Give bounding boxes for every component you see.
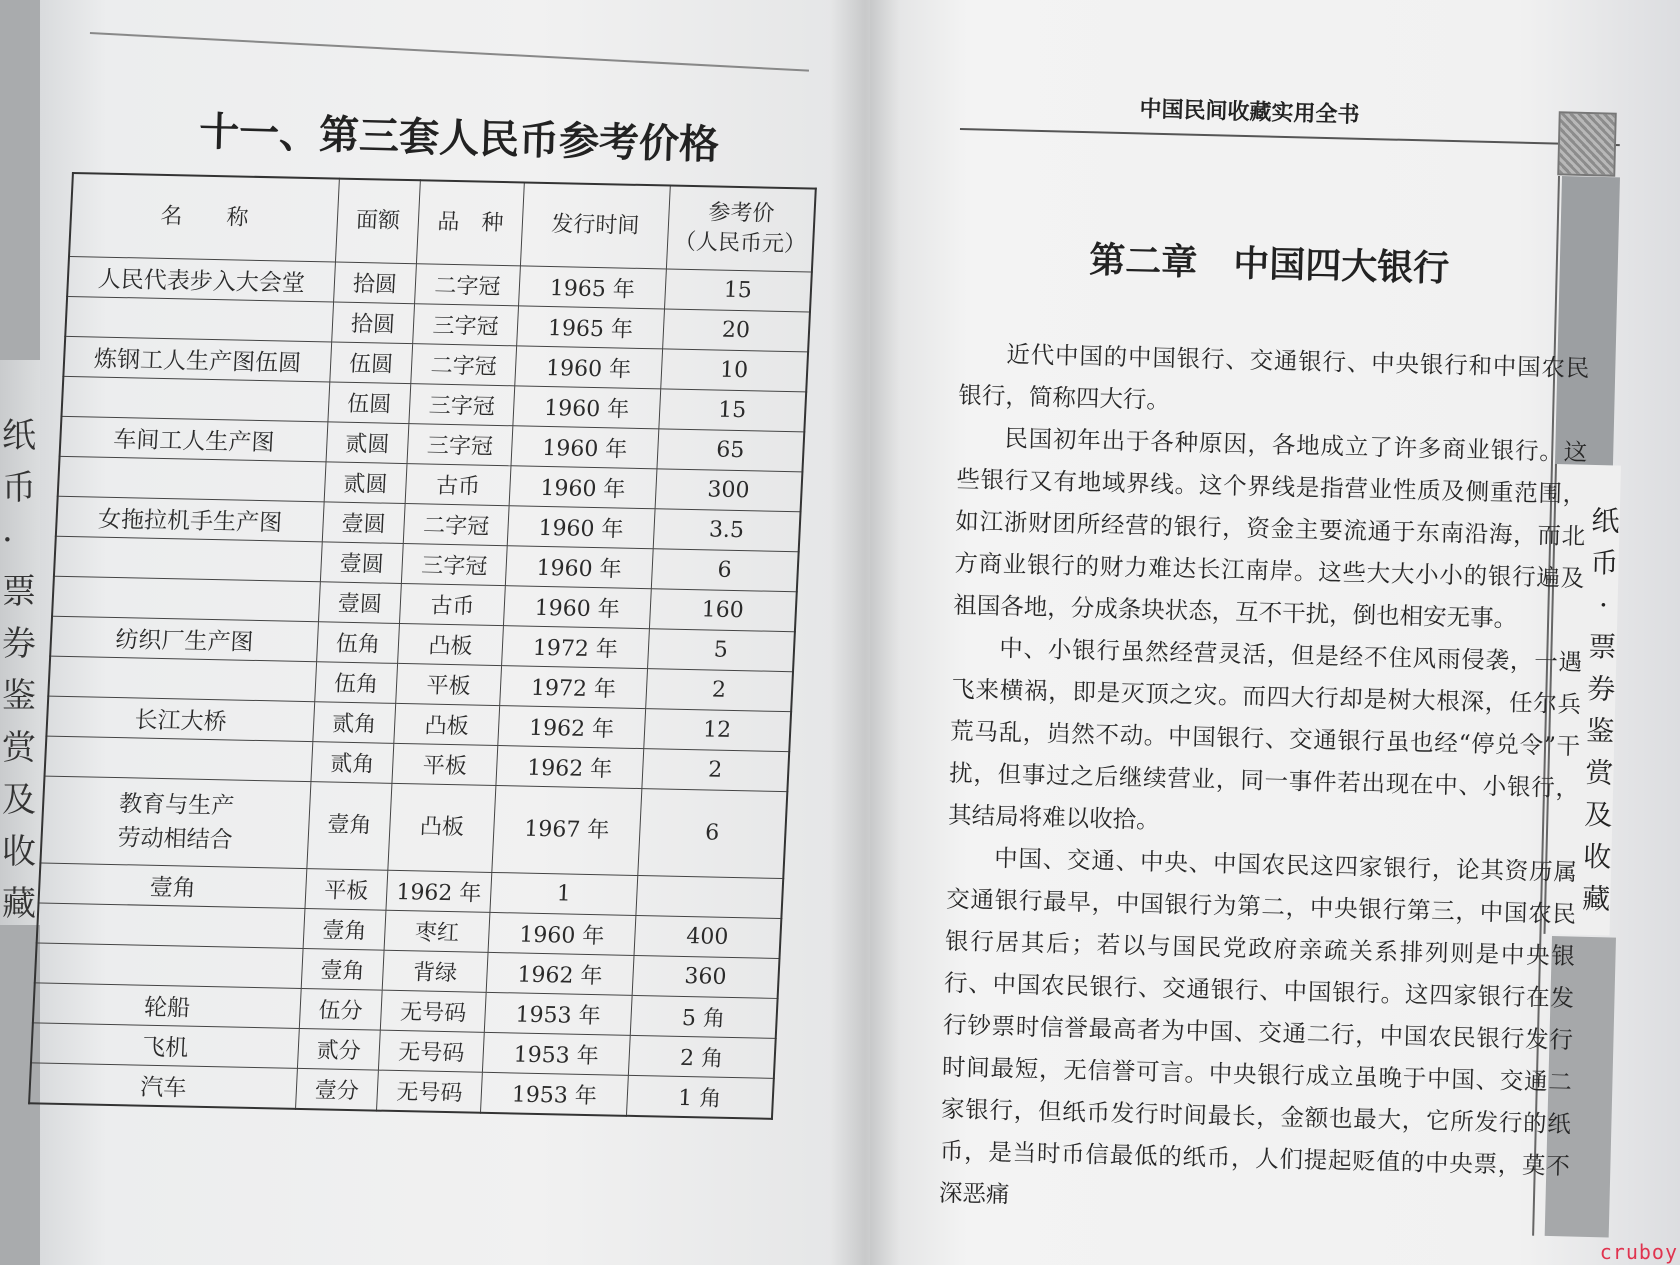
cell-price: 5	[647, 629, 795, 672]
header-price	[666, 186, 816, 272]
cell-price: 2	[645, 669, 793, 712]
cell-name: 车间工人生产图	[60, 416, 328, 462]
cell-name-line: 教育与生产	[118, 791, 235, 820]
cell-variety: 无号码	[377, 1070, 483, 1113]
cell-issue-time: 1960 年	[515, 346, 663, 389]
watermark: cruboy	[1599, 1240, 1678, 1264]
side-char: 收	[1582, 840, 1612, 874]
cell-variety: 二字冠	[403, 504, 509, 546]
cell-name: 长江大桥	[46, 696, 314, 742]
cell-denomination: 壹角	[307, 782, 392, 871]
cell-issue-time: 1953 年	[484, 992, 632, 1035]
cell-name: 汽车	[29, 1063, 297, 1109]
cell-denomination: 贰圆	[326, 422, 409, 464]
header-name: 名 称	[69, 173, 339, 262]
cell-price: 360	[632, 955, 780, 998]
cell-name	[35, 943, 303, 989]
cell-variety: 二字冠	[411, 344, 517, 386]
cell-price: 12	[644, 709, 792, 752]
price-table	[28, 172, 817, 1120]
cell-issue-time: 1972 年	[502, 626, 650, 669]
cell-denomination: 壹圆	[320, 542, 403, 584]
cell-denomination: 伍分	[299, 988, 382, 1030]
book-gutter	[830, 0, 900, 1265]
cell-issue-time: 1960 年	[509, 466, 657, 509]
cell-name	[40, 776, 310, 869]
cell-price: 10	[660, 349, 808, 392]
cell-issue-time: 1972 年	[500, 666, 648, 709]
chapter-title: 第二章 中国四大银行	[1088, 238, 1450, 290]
paragraph: 民国初年出于各种原因，各地成立了许多商业银行。这些银行又有地域界线。这个界线是指营业性质及侧重范围，如江浙财团所经营的银行，资金主要流通于东南沿海，而北方商业银行的财力难达长江南岸。这些大大小小的银行遍及祖国各地，分成条块状态，互不干扰，倒也相安无事。	[952, 424, 1588, 633]
paragraph: 近代中国的中国银行、交通银行、中央银行和中国农民银行，简称四大行。	[958, 340, 1590, 415]
cell-issue-time: 1960 年	[505, 546, 653, 589]
edge-char: 纸	[2, 416, 36, 456]
running-head: 中国民间收藏实用全书	[1139, 96, 1360, 129]
header-issue-time: 发行时间	[521, 182, 671, 268]
cell-name: 飞机	[31, 1023, 299, 1069]
cell-denomination: 贰角	[311, 742, 394, 784]
cell-price: 160	[649, 589, 797, 632]
header-price-line2: （人民币元）	[673, 229, 807, 258]
cell-name	[52, 576, 320, 622]
cell-price: 6	[638, 789, 788, 879]
cell-price: 15	[664, 269, 812, 312]
header-price-line1: 参考价	[707, 200, 776, 227]
cell-denomination: 伍圆	[328, 382, 411, 424]
cell-variety: 三字冠	[401, 544, 507, 586]
cell-denomination: 壹角	[301, 949, 384, 991]
edge-char: 藏	[2, 884, 36, 924]
side-char: 及	[1583, 798, 1613, 832]
edge-char: 鉴	[2, 676, 36, 716]
page-number-badge	[1557, 111, 1617, 176]
cell-denomination: 壹圆	[322, 502, 405, 544]
side-char: 纸	[1591, 504, 1620, 538]
cell-price: 15	[659, 389, 807, 432]
cell-variety: 古币	[405, 464, 511, 506]
cell-name	[65, 296, 333, 342]
cell-issue-time: 1962 年	[496, 746, 644, 789]
edge-char: 及	[2, 780, 36, 820]
edge-char: 券	[2, 624, 36, 664]
cell-variety: 无号码	[380, 990, 486, 1032]
table-body	[29, 256, 812, 1118]
cell-variety: 无号码	[378, 1030, 484, 1072]
cell-price: 20	[662, 309, 810, 352]
cell-denomination: 贰分	[297, 1028, 380, 1070]
cell-name	[54, 536, 322, 582]
edge-char: 赏	[2, 728, 36, 768]
cell-price: 5 角	[630, 995, 778, 1038]
edge-char: ·	[2, 520, 13, 560]
cell-denomination: 平板	[305, 869, 388, 911]
header-variety: 品 种	[416, 180, 524, 266]
cell-issue-time: 1960 年	[513, 386, 661, 429]
cell-price: 3.5	[653, 509, 801, 552]
cell-name	[48, 656, 316, 702]
cell-issue-time: 1960 年	[507, 506, 655, 549]
cell-denomination: 拾圆	[333, 262, 416, 304]
cell-variety: 三字冠	[409, 384, 515, 426]
paragraph: 中国、交通、中央、中国农民这四家银行，论其资历属交通银行最早，中国银行为第二，中央银行第三，中国农民银行居其后；若以与国民党政府亲疏关系排列则是中央银行、中国农民银行、交通银行、中国银行。这四家银行在发行钞票时信誉最高者为中国、交通二行，中国农民银行发行时间最短，无信誉可言。中央银行成立虽晚于中国、交通二家银行，但纸币发行时间最长，金额也最大，它所发行的纸币，是当时币信最低的纸币，人们提起贬值的中央票，莫不深恶痛	[938, 843, 1578, 1209]
cell-denomination: 伍圆	[330, 342, 413, 384]
cell-name-line: 劳动相结合	[116, 825, 234, 854]
edge-char: 币	[2, 468, 36, 508]
cell-price: 1 角	[626, 1075, 774, 1119]
paragraph: 中、小银行虽然经营灵活，但是经不住风雨侵袭，一遇飞来横祸，即是灭顶之灾。而四大行却是树大根深，任尔兵荒马乱，岿然不动。中国银行、交通银行虽也经“停兑令”干扰，但事过之后继续营业，同一事件若出现在中、小银行，其结局将难以收拾。	[947, 634, 1583, 835]
edge-char: 收	[2, 832, 36, 872]
cell-denomination: 伍角	[315, 662, 398, 704]
cell-denomination: 拾圆	[332, 302, 415, 344]
header-denomination: 面额	[335, 179, 420, 264]
cell-issue-time: 1962 年	[498, 706, 646, 749]
cell-price: 65	[657, 429, 805, 472]
cell-variety: 三字冠	[407, 424, 513, 466]
section-title: 十一、第三套人民币参考价格	[198, 108, 720, 169]
cell-denomination: 贰角	[313, 702, 396, 744]
cell-issue-time: 1967 年	[492, 786, 642, 876]
cell-price: 300	[655, 469, 803, 512]
cell-variety: 枣红	[384, 910, 490, 952]
cell-variety: 凸板	[394, 703, 500, 745]
cell-name	[61, 376, 329, 422]
cell-variety: 平板	[392, 743, 498, 785]
cell-name: 炼钢工人生产图伍圆	[63, 336, 331, 382]
side-char: 币	[1590, 546, 1619, 580]
cell-denomination: 壹圆	[318, 582, 401, 624]
cell-denomination: 贰圆	[324, 462, 407, 504]
cell-issue-time: 1962 年	[486, 952, 634, 995]
cell-name: 女拖拉机手生产图	[56, 496, 324, 542]
edge-side-label	[2, 410, 36, 930]
cell-variety: 1962 年	[386, 870, 492, 912]
cell-variety: 背绿	[382, 950, 488, 992]
cell-price: 400	[634, 915, 782, 958]
cell-issue-time: 1960 年	[511, 426, 659, 469]
side-char: ·	[1598, 588, 1609, 622]
cell-name: 轮船	[33, 983, 301, 1029]
cell-issue-time: 1960 年	[488, 912, 636, 955]
cell-name: 纺织厂生产图	[50, 616, 318, 662]
cell-name: 壹角	[39, 863, 307, 909]
cell-name	[58, 456, 326, 502]
cell-issue-time: 1953 年	[482, 1032, 630, 1075]
cell-price: 2 角	[628, 1035, 776, 1078]
cell-variety: 平板	[396, 663, 502, 705]
chapter-body	[938, 332, 1589, 1229]
cell-denomination: 伍角	[317, 622, 400, 664]
cell-variety: 古币	[400, 583, 506, 625]
cell-issue-time: 1	[490, 872, 638, 915]
cell-variety: 三字冠	[413, 304, 519, 346]
side-char: 券	[1586, 672, 1616, 706]
cell-issue-time: 1965 年	[519, 266, 667, 309]
side-char: 鉴	[1585, 714, 1615, 748]
cell-variety: 二字冠	[415, 264, 521, 306]
cell-variety: 凸板	[398, 623, 504, 665]
cell-name	[45, 736, 313, 782]
cell-name	[37, 903, 305, 949]
cell-variety: 凸板	[388, 783, 496, 872]
cell-issue-time: 1965 年	[517, 306, 665, 349]
cell-issue-time: 1953 年	[481, 1072, 629, 1116]
edge-char: 票	[2, 572, 36, 612]
table-row	[40, 776, 787, 878]
cell-price: 2	[642, 749, 790, 792]
cell-denomination: 壹分	[295, 1068, 378, 1110]
table-header-row	[69, 173, 816, 272]
cell-issue-time: 1960 年	[504, 586, 652, 629]
cell-denomination: 壹角	[303, 909, 386, 951]
edge-grey-band-top	[0, 0, 42, 360]
side-char: 票	[1588, 630, 1617, 664]
cell-name: 人民代表步入大会堂	[67, 256, 335, 302]
cell-price	[636, 875, 784, 918]
side-char: 藏	[1581, 882, 1611, 916]
side-char: 赏	[1584, 756, 1614, 790]
cell-price: 6	[651, 549, 799, 592]
